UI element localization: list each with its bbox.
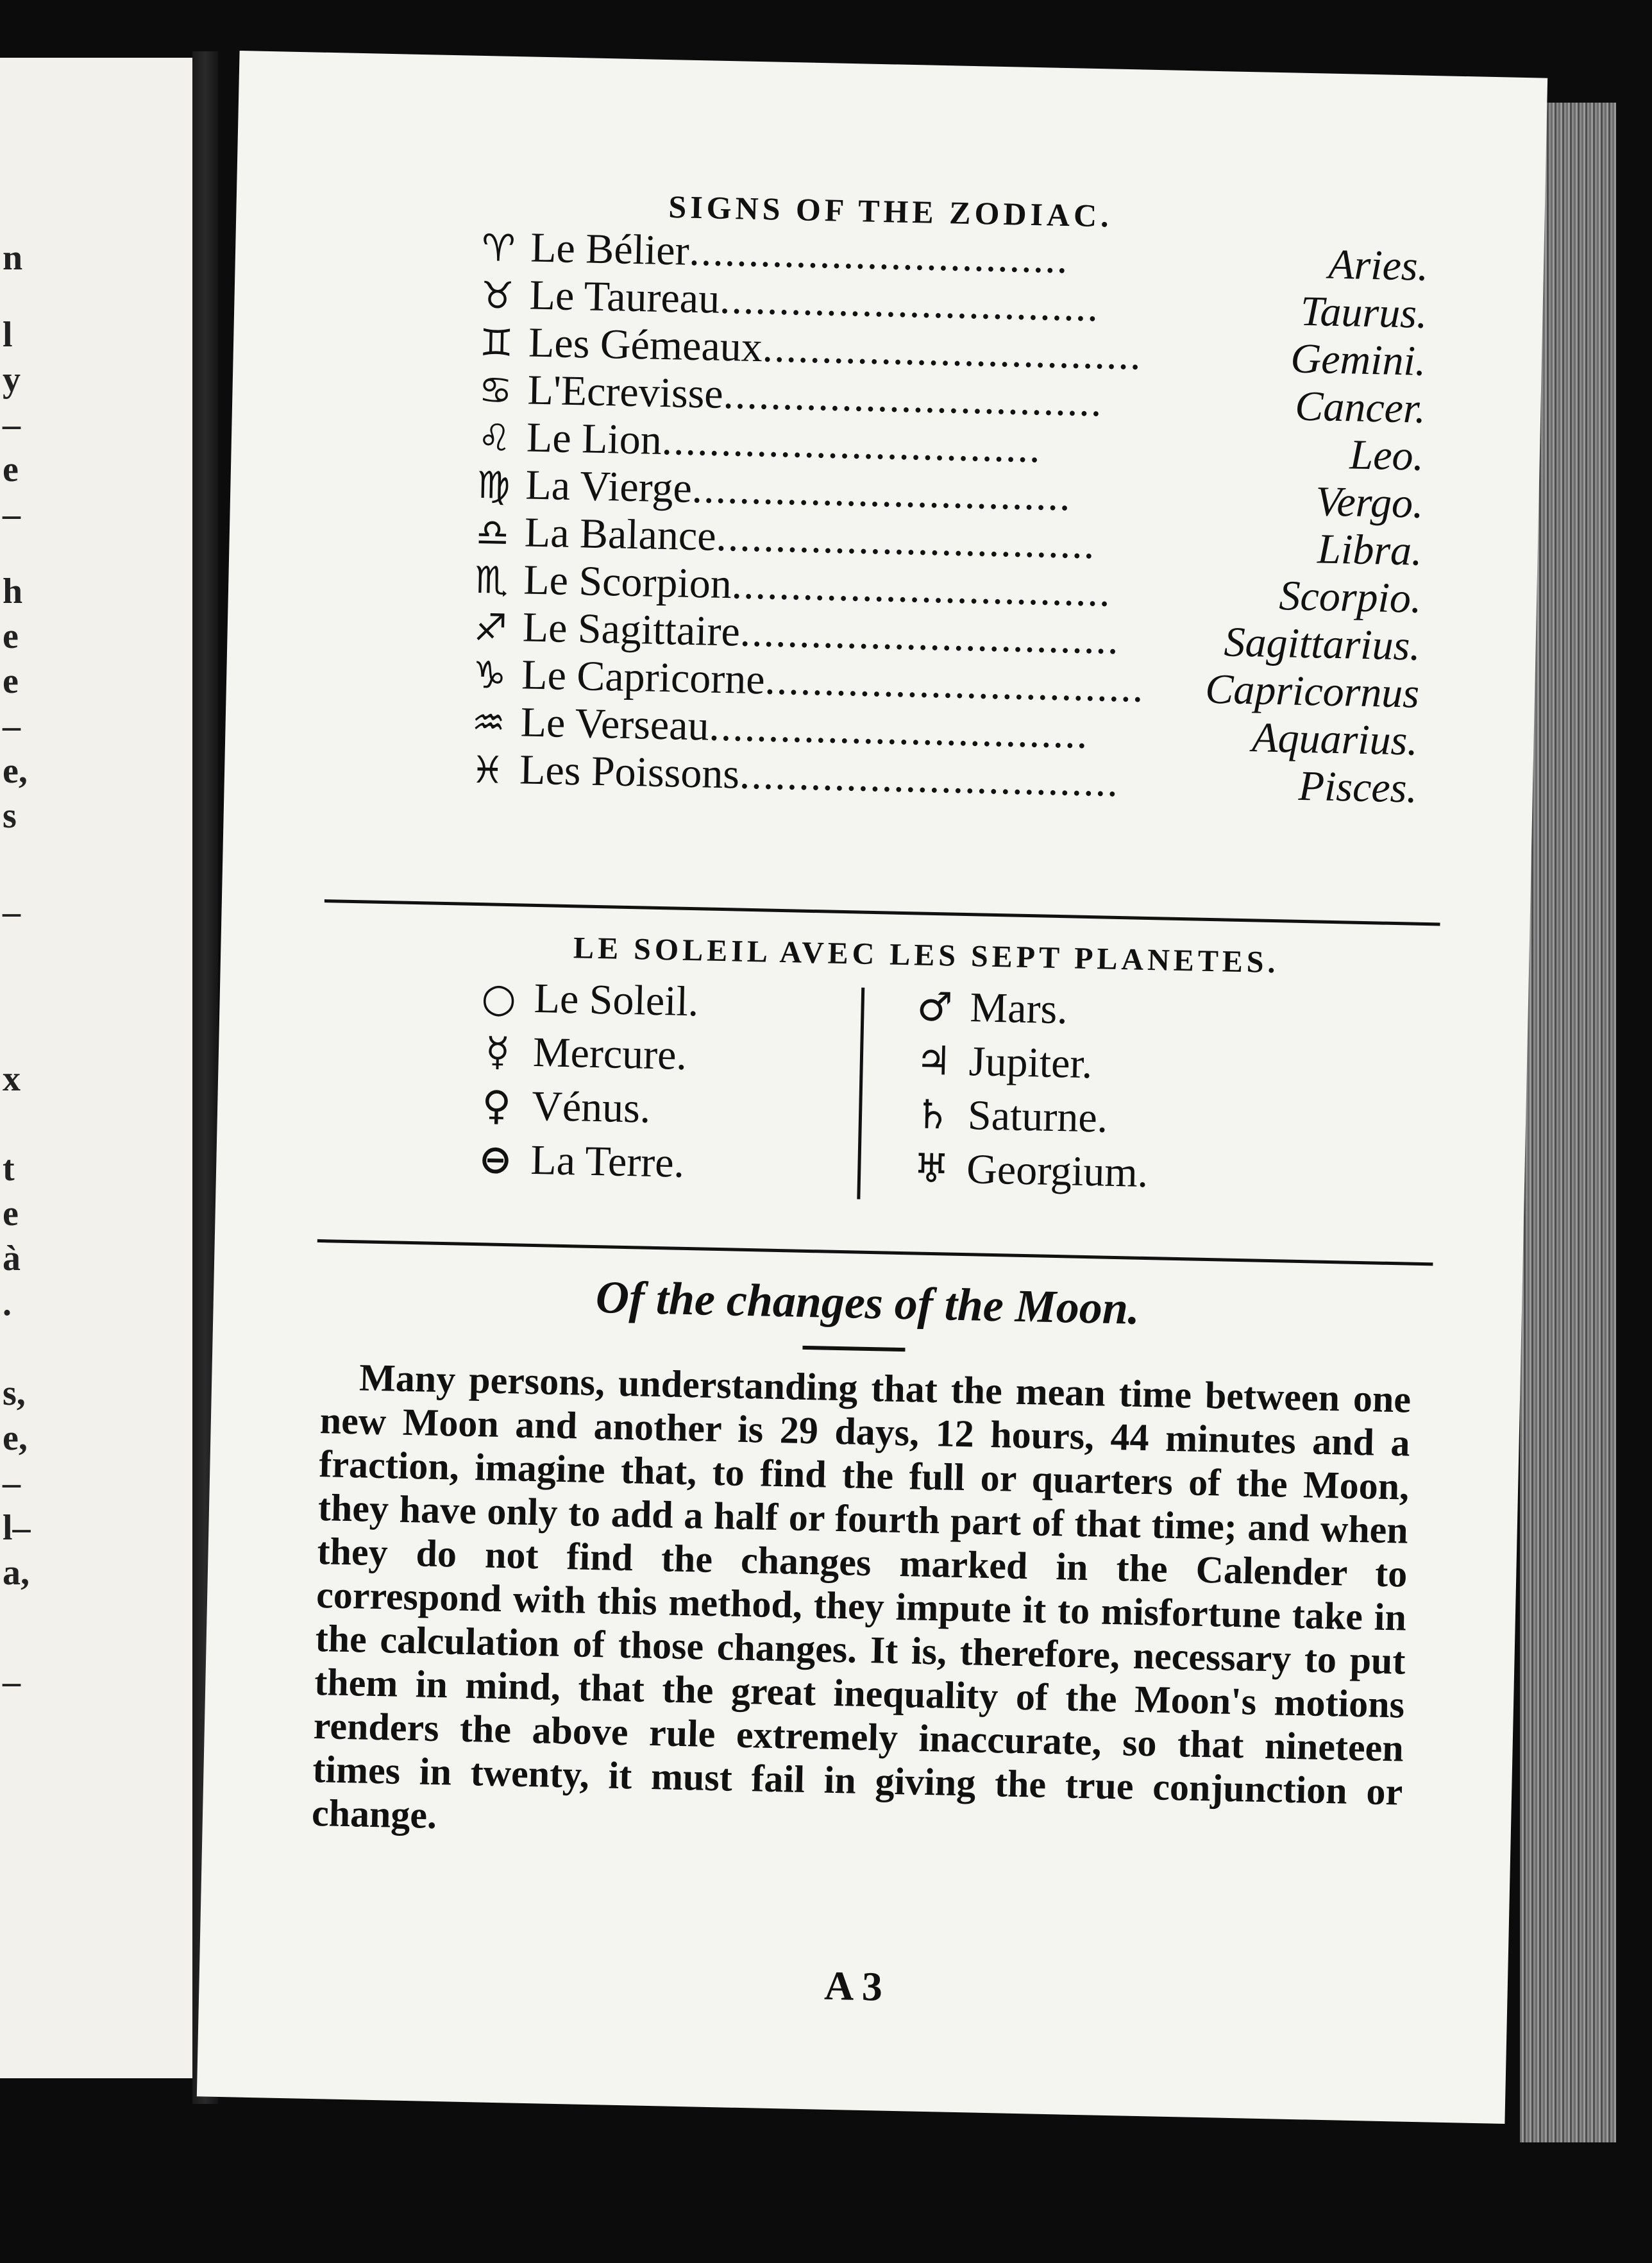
zodiac-french-name: Les Gémeaux [528,319,763,371]
leader-dots: ................................ [731,561,1112,616]
moon-paragraph [311,1355,1411,1857]
column-divider [857,988,864,1199]
sun-icon: ○ [480,974,517,1022]
planets-heading: LE SOLEIL AVEC LES SEPT PLANETES. [573,931,1280,980]
planet-row [463,973,699,1032]
leader-dots: ................................ [719,275,1100,331]
fragment: n [3,238,23,278]
fragment: l [3,315,13,355]
planets-right-column [895,982,1152,1203]
planet-name: Mercure. [532,1028,687,1079]
jupiter-icon: ♃ [915,1037,952,1085]
fragment: h [3,572,23,611]
short-rule [802,1346,905,1352]
leader-dots: ................................ [688,227,1070,283]
aries-icon: ♈ [481,225,516,271]
fragment: l– [3,1508,31,1548]
zodiac-english-name: Taurus. [1300,287,1428,337]
planet-row [897,1090,1150,1149]
fragment: – [3,892,21,932]
scorpio-icon: ♏ [474,557,509,602]
planet-name: Saturne. [967,1092,1108,1142]
planet-name: La Terre. [530,1136,685,1187]
zodiac-french-name: La Balance [524,509,717,560]
zodiac-french-name: Le Bélier [530,224,690,275]
zodiac-english-name: Gemini. [1290,335,1427,385]
fragment: e [3,1194,19,1233]
earth-icon: ⊖ [478,1135,513,1183]
planet-name: Jupiter. [968,1038,1093,1088]
planet-name: Mars. [969,984,1068,1033]
zodiac-french-name: Le Sagittaire [522,604,741,656]
fragment: s, [3,1373,26,1413]
leader-dots: ................................ [739,608,1120,663]
zodiac-french-name: Le Lion [526,414,662,464]
zodiac-french-name: L'Ecrevisse [527,366,724,418]
zodiac-list [455,222,1493,813]
fragment: – [3,405,21,445]
zodiac-english-name: Cancer. [1294,382,1426,432]
leader-dots: ................................ [715,513,1097,568]
fragment: a, [3,1553,30,1593]
zodiac-english-name: Libra. [1317,525,1423,575]
fragment: y [3,360,21,400]
moon-paragraph-text: Many persons, understanding that the mean time between one new Moon and another is 29 days, 12 hours, 44 minutes and a fraction, imagine that, to find the full or quarters of the Moon, they have only to add a half or fourth part of that time; and when they do not find the changes marked in the Calender to correspond with this method, they impute it to misfortune take in the calculation of those changes. It is, therefore, necessary to put them in mind, that the great inequality of the Moon's motions renders the above rule extremely inaccurate, so that nineteen times in twenty, it must fail in giving the true conjunction or change. [311,1356,1412,1837]
planet-row [895,1144,1149,1203]
fragment: – [3,1662,21,1702]
fragment: e [3,616,19,656]
fragment: e, [3,751,28,791]
zodiac-english-name: Pisces. [1298,762,1418,812]
fragment: à [3,1239,21,1278]
leader-dots: ................................ [661,416,1042,472]
pisces-icon: ♓ [470,747,505,792]
zodiac-english-name: Aquarius. [1251,714,1419,765]
gemini-icon: ♊ [479,320,514,366]
fragment: – [3,495,21,534]
zodiac-english-name: Aries. [1328,241,1429,290]
book-page [197,51,1547,2124]
planet-row [462,1027,698,1086]
zodiac-english-name: Scorpio. [1278,572,1422,622]
mercury-icon: ☿ [485,1028,510,1076]
uranus-icon: ♅ [913,1144,950,1192]
fragment: e, [3,1418,28,1458]
zodiac-english-name: Capricornus [1204,665,1420,717]
leader-dots: ................................ [764,656,1145,711]
planets-table [215,968,1528,1252]
leader-dots: ................................ [762,324,1143,379]
zodiac-french-name: Le Scorpion [523,556,732,608]
zodiac-english-name: Leo. [1349,431,1424,480]
libra-icon: ♎ [475,510,510,555]
taurus-icon: ♉ [480,273,515,318]
planet-row [460,1081,696,1140]
planet-row [899,982,1152,1041]
fragment: . [3,1284,12,1323]
capricorn-icon: ♑ [472,652,507,697]
fragment: t [3,1149,15,1189]
zodiac-french-name: Le Capricorne [521,651,766,704]
saturn-icon: ♄ [914,1090,951,1139]
planet-name: Georgium. [966,1146,1149,1197]
leader-dots: ................................ [739,750,1120,806]
fragment: – [3,1463,21,1503]
mars-icon: ♂ [916,983,954,1031]
aquarius-icon: ♒ [471,700,506,745]
planet-row [898,1036,1151,1095]
zodiac-heading: SIGNS OF THE ZODIAC. [668,189,1113,234]
leo-icon: ♌ [477,415,512,460]
leader-dots: ................................ [722,370,1104,426]
planet-name: Vénus. [531,1082,652,1132]
folio-signature: A 3 [823,1962,883,2010]
zodiac-french-name: Le Verseau [520,699,710,750]
zodiac-french-name: Le Taureau [528,271,720,323]
planet-row [460,1135,696,1194]
venus-icon: ♀ [481,1081,512,1130]
fragment: x [3,1059,21,1099]
fragment: e [3,450,19,489]
zodiac-french-name: Les Poissons [519,746,740,798]
section-divider [324,899,1440,926]
moon-section-title: Of the changes of the Moon. [595,1271,1140,1334]
facing-page-fragment [0,58,192,2078]
zodiac-english-name: Vergo. [1315,478,1424,527]
zodiac-english-name: Sagittarius. [1223,618,1421,670]
fragment: s [3,796,17,836]
fragment: e [3,661,19,701]
leader-dots: ................................ [691,464,1072,520]
leader-dots: ................................ [708,702,1090,758]
virgo-icon: ♍ [476,462,511,507]
planet-name: Le Soleil. [534,974,700,1026]
planets-left-column [460,973,700,1194]
zodiac-french-name: La Vierge [525,461,693,512]
sagittarius-icon: ♐ [473,605,508,650]
fragment: – [3,706,21,746]
cancer-icon: ♋ [478,368,513,412]
